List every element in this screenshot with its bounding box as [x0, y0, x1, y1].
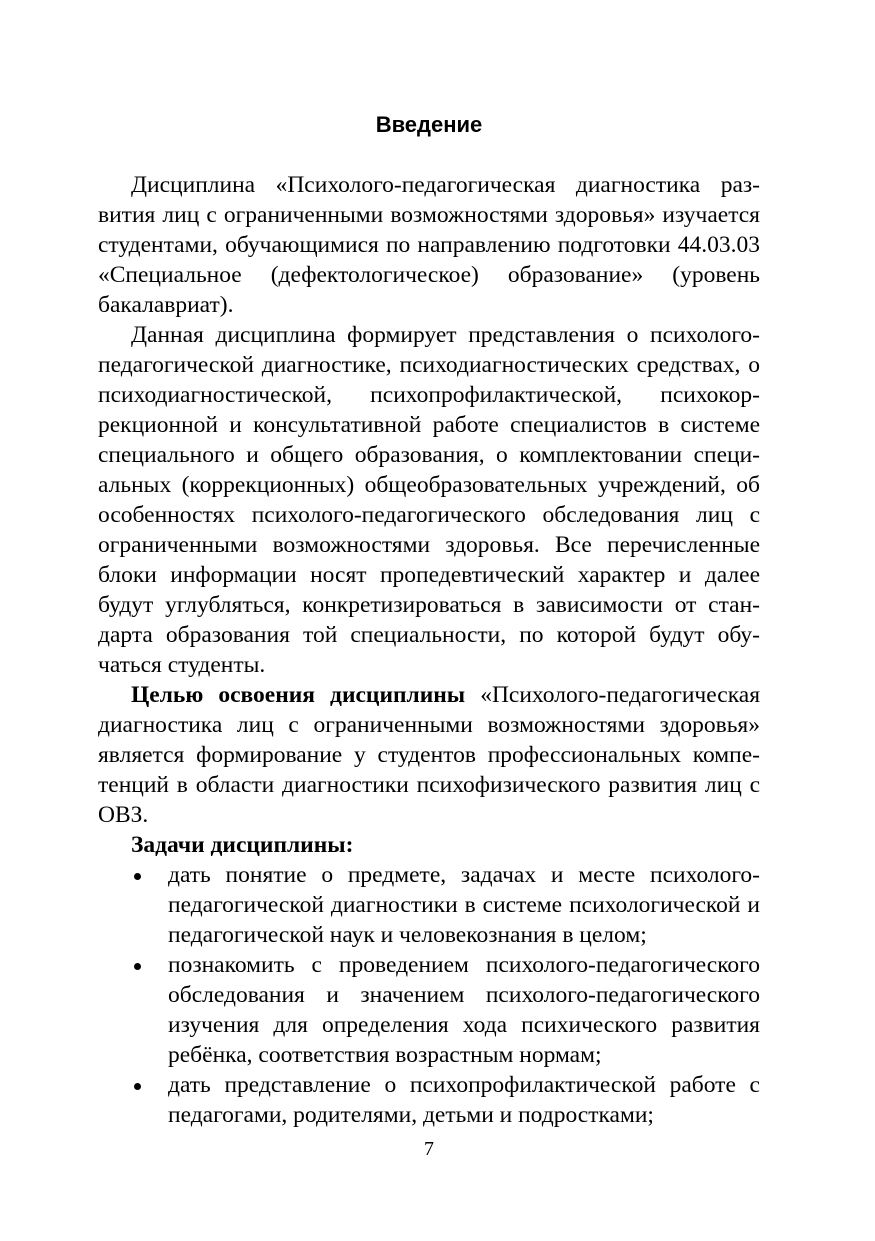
goal-text: «Психолого-педагогическая диагностика лиц с ограниченными возможностями здоровья» является формирование у студентов профессиональных компетенций в области диагностики психофизического развития лиц с ОВЗ.: [98, 682, 760, 828]
bullet-icon: [134, 1083, 141, 1090]
document-page: [98, 0, 760, 1241]
paragraph-description: Данная дисциплина формирует представления о психолого-педагогической диагностике, психодиагностических средствах, о психодиагностической, психопрофилактической, психокоррекционной и консультативной работе специалистов в системе специального и общего образования, о комплектовании специальных (коррекционных) общеобразовательных учреждений, об особенностях психолого-педагогического обследования лиц с ограниченными возможностями здоровья. Все перечисленные блоки информации носят пропедевтический характер и далее будут углубляться, конкретизироваться в зависимости от стандарта образования той специальности, по которой будут обучаться студенты.: [98, 322, 760, 678]
bullet-icon: [134, 963, 141, 970]
paragraph-intro: Дисциплина «Психолого-педагогическая диагностика развития лиц с ограниченными возможностями здоровья» изучается студентами, обучающимися по направлению подготовки 44.03.03 «Специальное (дефектологическое) образование» (уровень бакалавриат).: [98, 172, 760, 318]
task-text: дать понятие о предмете, задачах и месте психолого-педагогической диагностики в системе психологической и педагогической наук и человекознания в целом;: [168, 862, 760, 948]
goal-lead: Целью освоения дисциплины: [131, 682, 466, 708]
paragraph-goal: [98, 680, 760, 830]
tasks-title: Задачи дисциплины:: [131, 832, 354, 858]
tasks-list: [98, 860, 760, 1130]
list-item: [98, 1070, 760, 1130]
page-number: 7: [424, 1138, 434, 1160]
document-body: [98, 170, 760, 1130]
page-title: Введение: [375, 112, 483, 137]
task-text: познакомить с проведением психолого-педагогического обследования и значением психолого-педагогического изучения для определения хода психического развития ребёнка, соответствия возрастным нормам;: [168, 952, 760, 1068]
bullet-icon: [134, 873, 141, 880]
list-item: [98, 860, 760, 950]
list-item: [98, 950, 760, 1070]
task-text: дать представление о психопрофилактической работе с педагогами, родителями, детьми и подростками;: [168, 1072, 760, 1128]
